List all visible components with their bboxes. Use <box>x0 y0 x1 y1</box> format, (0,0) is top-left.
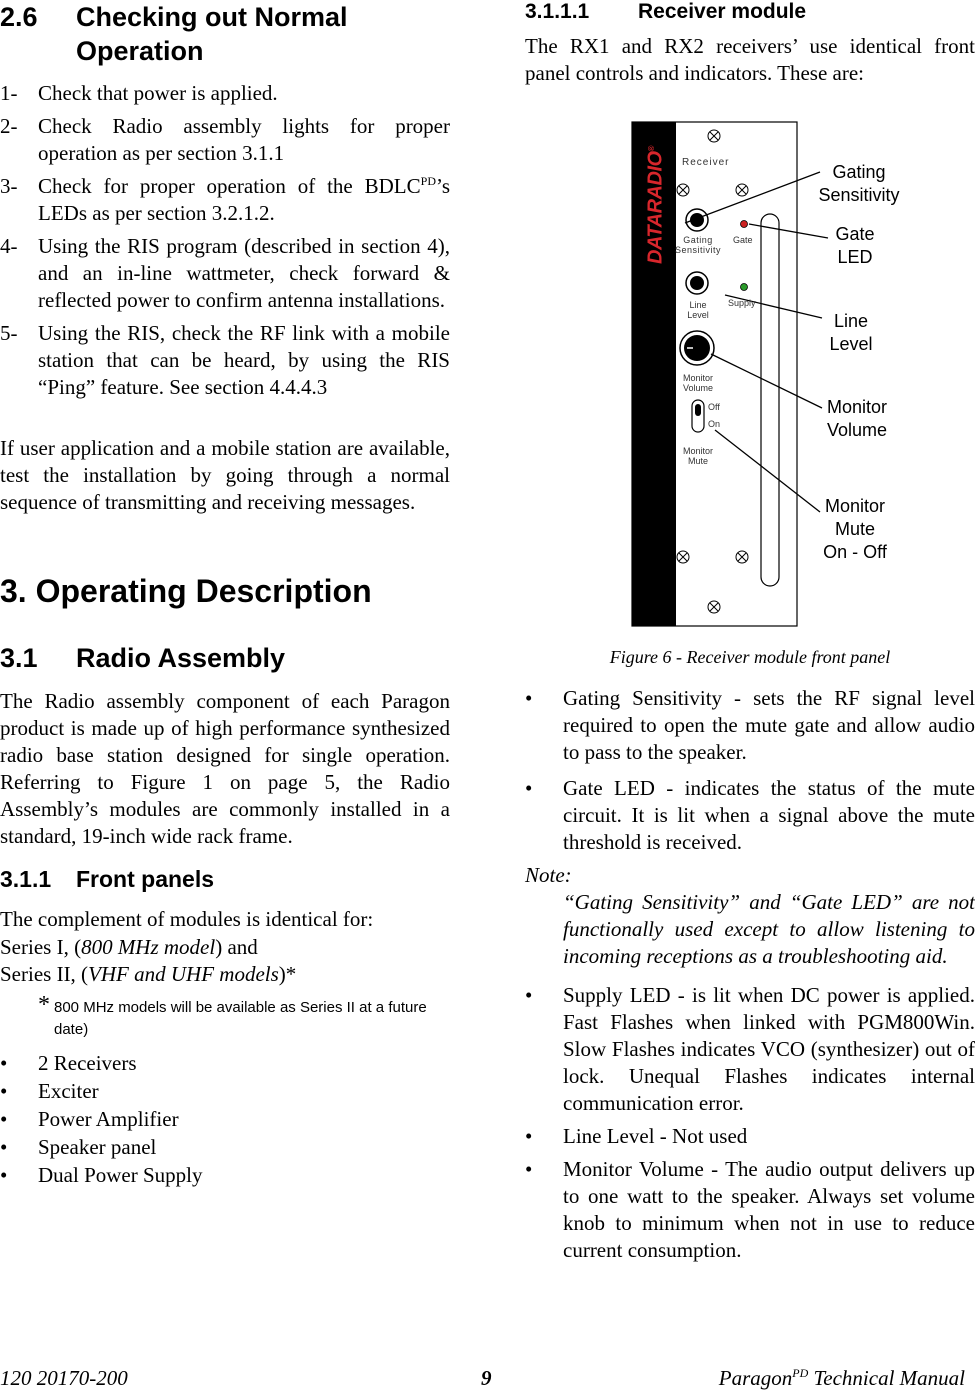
callout-text: Sensitivity <box>818 185 900 205</box>
screw-icon <box>677 184 689 196</box>
item-number: 4- <box>0 234 18 258</box>
screw-icon <box>736 184 748 196</box>
panel-label-off: Off <box>708 402 720 412</box>
list-item <box>0 1078 450 1105</box>
module-list <box>0 1050 450 1189</box>
paragraph: The RX1 and RX2 receivers’ use identical front panel controls and indicators. These are: <box>525 34 975 85</box>
section-title: Receiver module <box>638 0 807 23</box>
callout-text: Gating <box>832 162 886 182</box>
bullet: • <box>0 1135 8 1159</box>
text: )* <box>278 962 297 986</box>
italic-text: 800 MHz model <box>81 935 216 959</box>
bullet: • <box>0 1079 8 1103</box>
text: ) and <box>215 935 258 959</box>
label-line: Volume <box>682 383 714 393</box>
item-text: Exciter <box>38 1079 99 1103</box>
text: Series II, ( <box>0 962 89 986</box>
section-3-1-1-heading <box>0 865 215 893</box>
panel-label-receiver: Receiver <box>682 157 730 168</box>
list-item <box>0 1050 450 1077</box>
heading-line-1: Checking out Normal <box>76 2 348 32</box>
item-text: Line Level - Not used <box>563 1124 748 1148</box>
italic-text: VHF and UHF models <box>88 962 279 986</box>
item-text: Dual Power Supply <box>38 1163 203 1187</box>
list-item <box>525 1156 975 1264</box>
bullet: • <box>525 776 533 800</box>
item-text: Using the RIS program (described in section 4), and an in-line wattmeter, check forward & reflected power to confirm antenna installations. <box>38 234 450 312</box>
panel-label-on: On <box>708 419 721 429</box>
series-line <box>0 934 450 961</box>
item-text: Power Amplifier <box>38 1107 179 1131</box>
right-bullets <box>525 685 975 1264</box>
item-text: Gating Sensitivity - sets the RF signal level required to open the mute gate and allow audio to pass to the speaker. <box>563 686 975 764</box>
item-text: Check that power is applied. <box>38 81 278 105</box>
item-text: Gate LED - indicates the status of the mute circuit. It is lit when a signal above the mute threshold is received. <box>563 776 975 854</box>
callout-text: Volume <box>826 420 888 440</box>
callout-monitor-mute <box>805 495 905 564</box>
text: Paragon <box>718 1366 793 1390</box>
chapter-heading: 3. Operating Description <box>0 573 372 609</box>
callout-gating-sensitivity <box>809 161 909 207</box>
screw-icon <box>736 551 748 563</box>
footer-doc-number: 120 20170-200 <box>0 1366 128 1390</box>
text: Technical Manual <box>808 1366 965 1390</box>
bullet: • <box>0 1051 8 1075</box>
item-text: ’s LEDs as per section 3.2.1.2. <box>38 174 450 225</box>
footnote-text: 800 MHz models will be available as Series II at a future date) <box>54 999 427 1038</box>
paragraph: The complement of modules is identical for: <box>0 907 374 931</box>
series-line <box>0 961 450 988</box>
superscript: PD <box>792 1366 809 1380</box>
superscript: PD <box>420 174 436 188</box>
monitor-volume-knob <box>680 331 714 365</box>
callout-text: LED <box>837 247 873 267</box>
list-item <box>0 320 450 401</box>
checklist <box>0 80 450 407</box>
list-item <box>0 173 450 227</box>
callout-monitor-volume <box>807 396 907 442</box>
label-line: Monitor <box>682 446 713 456</box>
footnote <box>38 992 438 1041</box>
item-number: 1- <box>0 81 18 105</box>
section-title: Front panels <box>76 866 215 892</box>
bullet: • <box>0 1163 8 1187</box>
label-line: Gating <box>683 235 713 245</box>
gate-led <box>741 221 748 228</box>
list-item <box>0 1134 450 1161</box>
bullet: • <box>525 983 533 1007</box>
item-number: 2- <box>0 114 18 138</box>
item-text: Supply LED - is lit when DC power is applied. Fast Flashes when linked with PGM800Win. Slow Flashes indicates VCO (synthesizer) out of lock. Unequal Flashes indicates internal communication error. <box>563 983 975 1115</box>
list-item <box>525 1123 975 1150</box>
note-text: “Gating Sensitivity” and “Gate LED” are not functionally used except to allow listening to incoming receptions as a troubleshooting aid. <box>563 890 975 968</box>
item-number: 5- <box>0 321 18 345</box>
callout-text: Monitor <box>824 496 886 516</box>
section-3-1-1-1-heading <box>525 0 807 24</box>
list-item <box>0 1162 450 1189</box>
panel-label-monitor-mute <box>675 446 721 466</box>
callout-text: Line <box>833 311 869 331</box>
bullet: • <box>0 1107 8 1131</box>
section-3-1-heading <box>0 642 286 674</box>
callout-text: Level <box>829 334 873 354</box>
line-level-knob <box>686 272 708 294</box>
figure-caption: Figure 6 - Receiver module front panel <box>609 647 891 667</box>
list-item <box>525 982 975 1117</box>
list-item <box>0 113 450 167</box>
screw-icon <box>677 551 689 563</box>
section-title: Radio Assembly <box>76 643 286 673</box>
brand-name: DATARADIO <box>644 151 667 264</box>
panel-label-monitor-volume <box>675 373 721 393</box>
item-text: Using the RIS, check the RF link with a mobile station that can be heard, by using the RIS “Ping” feature. See section 4.4.4.3 <box>38 321 450 399</box>
paragraph: If user application and a mobile station are available, test the installation by going through a normal sequence of transmitting and receiving messages. <box>0 436 450 514</box>
item-text: Check Radio assembly lights for proper operation as per section 3.1.1 <box>38 114 450 165</box>
callout-text: Monitor <box>826 397 888 417</box>
section-number: 3.1.1.1 <box>525 0 590 23</box>
item-text: Speaker panel <box>38 1135 157 1159</box>
section-number: 3.1 <box>0 643 38 673</box>
list-item <box>0 1106 450 1133</box>
list-item <box>0 233 450 314</box>
gating-sensitivity-knob <box>686 209 708 231</box>
footer-page-number: 9 <box>481 1366 492 1390</box>
brand-logo <box>641 140 671 270</box>
screw-icon <box>708 601 720 613</box>
section-number: 3.1.1 <box>0 866 52 892</box>
panel-label-line <box>675 300 721 320</box>
section-2-6-heading <box>0 0 450 68</box>
footnote-star: * <box>38 992 50 1018</box>
panel-handle <box>761 214 779 586</box>
item-number: 3- <box>0 174 18 198</box>
list-item <box>0 80 450 107</box>
monitor-mute-switch <box>692 400 704 432</box>
list-item <box>525 775 975 856</box>
note-label: Note: <box>525 863 572 887</box>
receiver-panel-figure <box>525 100 975 640</box>
text: Series I, ( <box>0 935 82 959</box>
registered-mark: ® <box>646 146 656 152</box>
item-text: Check for proper operation of the BDLC <box>38 174 421 198</box>
label-line: Mute <box>687 456 708 466</box>
label-line: Monitor <box>682 373 713 383</box>
label-line: Level <box>687 310 709 320</box>
item-text: Monitor Volume - The audio output delivers up to one watt to the speaker. Always set volume knob to minimum when not in use to reduce current consumption. <box>563 1157 975 1262</box>
label-line: Sensitivity <box>674 245 721 255</box>
panel-label-gating <box>673 235 723 255</box>
list-item <box>525 685 975 766</box>
bullet: • <box>525 1157 533 1181</box>
paragraph: The Radio assembly component of each Paragon product is made up of high performance synthesized radio base station designed for single operation. Referring to Figure 1 on page 5, the Radio Assembly’s modules are commonly installed in a standard, 19-inch wide rack frame. <box>0 689 450 848</box>
callout-text: Gate <box>835 224 875 244</box>
bullet: • <box>525 686 533 710</box>
label-line: Line <box>689 300 707 310</box>
footer-manual-title <box>719 1366 965 1391</box>
panel-label-supply: Supply <box>728 298 756 308</box>
screw-icon <box>708 130 720 142</box>
section-number: 2.6 <box>0 2 38 32</box>
item-text: 2 Receivers <box>38 1051 137 1075</box>
bullet: • <box>525 1124 533 1148</box>
callout-text: Mute <box>834 519 876 539</box>
callout-gate-led <box>805 223 905 269</box>
panel-label-gate: Gate <box>733 235 753 245</box>
callout-line-level <box>801 310 901 356</box>
callout-text: On - Off <box>823 542 887 562</box>
supply-led <box>741 284 748 291</box>
heading-line-2: Operation <box>76 36 204 66</box>
